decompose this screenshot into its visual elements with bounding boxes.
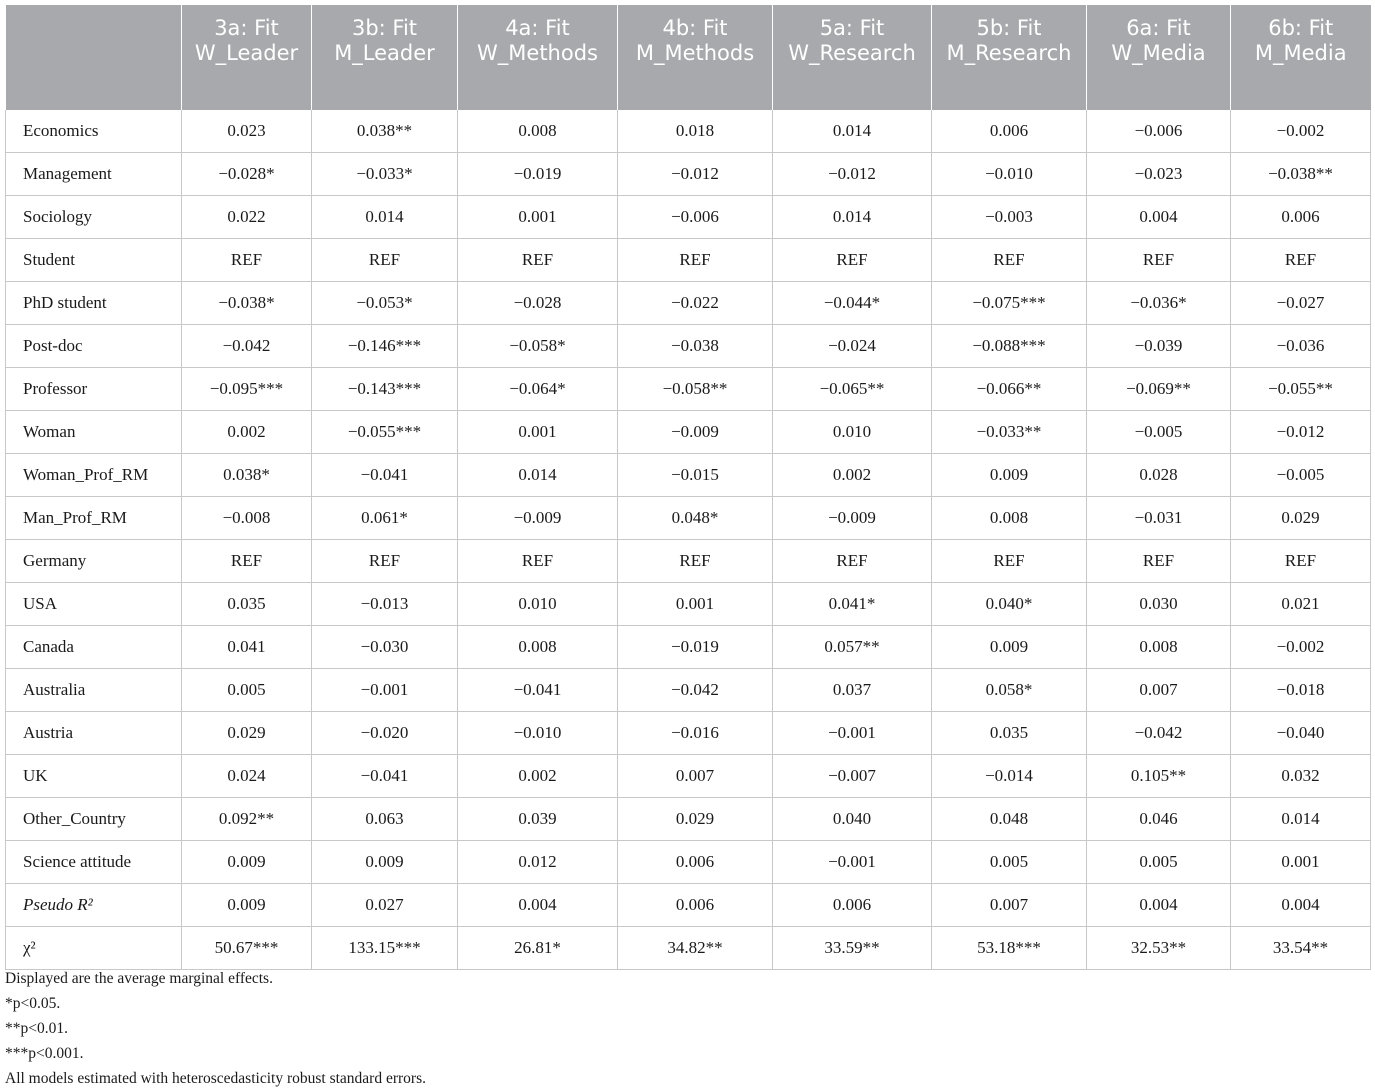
column-header-line: M_Research bbox=[946, 41, 1072, 65]
table-cell: 0.048 bbox=[932, 798, 1087, 841]
column-header-line: M_Leader bbox=[334, 41, 435, 65]
table-cell: −0.005 bbox=[1231, 454, 1371, 497]
column-header-line: 5b: Fit bbox=[976, 16, 1042, 40]
table-cell: 0.001 bbox=[458, 411, 618, 454]
row-label: Student bbox=[6, 239, 182, 282]
table-body bbox=[6, 110, 1371, 970]
table-cell: 0.010 bbox=[773, 411, 932, 454]
table-cell: −0.069** bbox=[1087, 368, 1231, 411]
footnote: Displayed are the average marginal effects. bbox=[5, 970, 273, 987]
table-cell: −0.001 bbox=[773, 841, 932, 884]
table-cell: 0.002 bbox=[458, 755, 618, 798]
table-cell: −0.064* bbox=[458, 368, 618, 411]
table-cell: 0.029 bbox=[1231, 497, 1371, 540]
column-header-line: 3b: Fit bbox=[351, 16, 418, 40]
table-row bbox=[6, 497, 1371, 540]
table-cell: REF bbox=[773, 540, 932, 583]
table-cell: REF bbox=[1231, 239, 1371, 282]
table-cell: 0.029 bbox=[618, 798, 773, 841]
table-cell: 0.007 bbox=[1087, 669, 1231, 712]
table-cell: 0.029 bbox=[182, 712, 312, 755]
table-cell: REF bbox=[932, 540, 1087, 583]
table-cell: 0.021 bbox=[1231, 583, 1371, 626]
table-cell: 0.039 bbox=[458, 798, 618, 841]
table-cell: −0.143*** bbox=[312, 368, 458, 411]
table-cell: REF bbox=[932, 239, 1087, 282]
table-cell: 0.035 bbox=[932, 712, 1087, 755]
table-cell: 0.002 bbox=[182, 411, 312, 454]
row-label: UK bbox=[6, 755, 182, 798]
results-table-container bbox=[5, 5, 1370, 970]
table-cell: REF bbox=[618, 239, 773, 282]
table-cell: REF bbox=[618, 540, 773, 583]
table-cell: −0.088*** bbox=[932, 325, 1087, 368]
table-cell: 0.041* bbox=[773, 583, 932, 626]
table-cell: −0.001 bbox=[773, 712, 932, 755]
table-row bbox=[6, 153, 1371, 196]
table-cell: 0.002 bbox=[773, 454, 932, 497]
table-cell: −0.031 bbox=[1087, 497, 1231, 540]
row-label: Man_Prof_RM bbox=[6, 497, 182, 540]
table-cell: 0.024 bbox=[182, 755, 312, 798]
table-row bbox=[6, 411, 1371, 454]
table-cell: 0.046 bbox=[1087, 798, 1231, 841]
table-cell: −0.036* bbox=[1087, 282, 1231, 325]
table-cell: −0.027 bbox=[1231, 282, 1371, 325]
table-cell: −0.055*** bbox=[312, 411, 458, 454]
table-row bbox=[6, 884, 1371, 927]
column-header-line: M_Methods bbox=[635, 41, 755, 65]
table-cell: 0.004 bbox=[1087, 196, 1231, 239]
header-cell-empty bbox=[6, 5, 182, 110]
table-cell: −0.009 bbox=[458, 497, 618, 540]
table-cell: −0.003 bbox=[932, 196, 1087, 239]
table-cell: −0.033** bbox=[932, 411, 1087, 454]
table-cell: 0.009 bbox=[932, 454, 1087, 497]
table-cell: 0.014 bbox=[773, 110, 932, 153]
table-cell: 0.027 bbox=[312, 884, 458, 927]
table-cell: 0.005 bbox=[1087, 841, 1231, 884]
table-cell: −0.019 bbox=[458, 153, 618, 196]
table-row bbox=[6, 110, 1371, 153]
table-cell: 0.040 bbox=[773, 798, 932, 841]
column-header bbox=[458, 5, 618, 110]
row-label: Professor bbox=[6, 368, 182, 411]
table-cell: −0.009 bbox=[618, 411, 773, 454]
table-cell: −0.042 bbox=[1087, 712, 1231, 755]
column-header-line: 4b: Fit bbox=[662, 16, 728, 40]
table-cell: −0.020 bbox=[312, 712, 458, 755]
table-cell: 0.005 bbox=[932, 841, 1087, 884]
table-cell: −0.018 bbox=[1231, 669, 1371, 712]
table-row bbox=[6, 927, 1371, 970]
table-row bbox=[6, 239, 1371, 282]
table-cell: −0.146*** bbox=[312, 325, 458, 368]
table-row bbox=[6, 669, 1371, 712]
column-header bbox=[1231, 5, 1371, 110]
table-cell: −0.044* bbox=[773, 282, 932, 325]
table-cell: 50.67*** bbox=[182, 927, 312, 970]
table-cell: 0.014 bbox=[312, 196, 458, 239]
table-row bbox=[6, 196, 1371, 239]
table-cell: 0.007 bbox=[932, 884, 1087, 927]
table-cell: −0.053* bbox=[312, 282, 458, 325]
table-cell: 0.006 bbox=[1231, 196, 1371, 239]
table-cell: 0.006 bbox=[773, 884, 932, 927]
table-cell: 0.032 bbox=[1231, 755, 1371, 798]
table-cell: −0.028 bbox=[458, 282, 618, 325]
table-cell: −0.014 bbox=[932, 755, 1087, 798]
table-cell: 0.035 bbox=[182, 583, 312, 626]
table-cell: 0.061* bbox=[312, 497, 458, 540]
table-cell: −0.015 bbox=[618, 454, 773, 497]
table-cell: −0.058** bbox=[618, 368, 773, 411]
table-cell: REF bbox=[312, 540, 458, 583]
footnote: All models estimated with heteroscedasticity robust standard errors. bbox=[5, 1070, 426, 1087]
table-cell: 0.038* bbox=[182, 454, 312, 497]
table-cell: 0.008 bbox=[1087, 626, 1231, 669]
table-cell: −0.013 bbox=[312, 583, 458, 626]
table-cell: 0.008 bbox=[932, 497, 1087, 540]
row-label: USA bbox=[6, 583, 182, 626]
table-cell: −0.005 bbox=[1087, 411, 1231, 454]
table-row bbox=[6, 282, 1371, 325]
row-label: Science attitude bbox=[6, 841, 182, 884]
table-cell: 0.105** bbox=[1087, 755, 1231, 798]
column-header bbox=[773, 5, 932, 110]
table-cell: REF bbox=[1231, 540, 1371, 583]
table-cell: −0.022 bbox=[618, 282, 773, 325]
table-cell: 0.008 bbox=[458, 626, 618, 669]
row-label: Other_Country bbox=[6, 798, 182, 841]
footnote: *p<0.05. bbox=[5, 995, 61, 1012]
table-cell: −0.016 bbox=[618, 712, 773, 755]
table-cell: 0.022 bbox=[182, 196, 312, 239]
table-cell: −0.006 bbox=[618, 196, 773, 239]
table-cell: −0.033* bbox=[312, 153, 458, 196]
table-cell: −0.058* bbox=[458, 325, 618, 368]
table-cell: −0.038** bbox=[1231, 153, 1371, 196]
row-label: Woman_Prof_RM bbox=[6, 454, 182, 497]
table-cell: −0.065** bbox=[773, 368, 932, 411]
table-cell: −0.009 bbox=[773, 497, 932, 540]
table-cell: 0.004 bbox=[1231, 884, 1371, 927]
table-cell: −0.038 bbox=[618, 325, 773, 368]
table-cell: 0.030 bbox=[1087, 583, 1231, 626]
column-header-line: 3a: Fit bbox=[214, 16, 279, 40]
table-cell: 0.008 bbox=[458, 110, 618, 153]
column-header-line: W_Research bbox=[788, 41, 916, 65]
table-row bbox=[6, 583, 1371, 626]
table-cell: REF bbox=[312, 239, 458, 282]
row-label: PhD student bbox=[6, 282, 182, 325]
table-cell: REF bbox=[182, 239, 312, 282]
table-cell: 0.018 bbox=[618, 110, 773, 153]
column-header-line: W_Media bbox=[1111, 41, 1206, 65]
row-label: Pseudo R² bbox=[6, 884, 182, 927]
table-cell: REF bbox=[458, 540, 618, 583]
table-cell: 0.006 bbox=[618, 841, 773, 884]
table-cell: REF bbox=[1087, 540, 1231, 583]
table-cell: REF bbox=[773, 239, 932, 282]
table-cell: 0.014 bbox=[458, 454, 618, 497]
table-cell: −0.040 bbox=[1231, 712, 1371, 755]
results-table bbox=[5, 5, 1371, 970]
table-row bbox=[6, 755, 1371, 798]
table-cell: 0.014 bbox=[1231, 798, 1371, 841]
table-cell: 0.005 bbox=[182, 669, 312, 712]
row-label: Economics bbox=[6, 110, 182, 153]
table-cell: 0.037 bbox=[773, 669, 932, 712]
column-header bbox=[932, 5, 1087, 110]
table-cell: −0.036 bbox=[1231, 325, 1371, 368]
table-cell: −0.023 bbox=[1087, 153, 1231, 196]
row-label: Woman bbox=[6, 411, 182, 454]
table-row bbox=[6, 841, 1371, 884]
table-cell: 133.15*** bbox=[312, 927, 458, 970]
table-cell: −0.041 bbox=[312, 454, 458, 497]
table-cell: −0.001 bbox=[312, 669, 458, 712]
table-row bbox=[6, 368, 1371, 411]
table-cell: 26.81* bbox=[458, 927, 618, 970]
table-header-row bbox=[6, 5, 1371, 110]
table-cell: 0.063 bbox=[312, 798, 458, 841]
column-header-line: W_Leader bbox=[194, 41, 299, 65]
table-cell: 0.001 bbox=[618, 583, 773, 626]
table-cell: 0.038** bbox=[312, 110, 458, 153]
column-header bbox=[1087, 5, 1231, 110]
table-cell: 0.058* bbox=[932, 669, 1087, 712]
row-label: Germany bbox=[6, 540, 182, 583]
table-cell: −0.019 bbox=[618, 626, 773, 669]
table-cell: −0.012 bbox=[618, 153, 773, 196]
column-header-line: 6b: Fit bbox=[1268, 16, 1334, 40]
table-cell: 0.023 bbox=[182, 110, 312, 153]
table-cell: 0.010 bbox=[458, 583, 618, 626]
table-cell: −0.041 bbox=[458, 669, 618, 712]
table-cell: −0.024 bbox=[773, 325, 932, 368]
table-row bbox=[6, 626, 1371, 669]
table-cell: 0.004 bbox=[458, 884, 618, 927]
column-header-line: W_Methods bbox=[477, 41, 598, 65]
table-cell: 0.009 bbox=[182, 841, 312, 884]
column-header-line: 6a: Fit bbox=[1126, 16, 1191, 40]
table-cell: 0.009 bbox=[182, 884, 312, 927]
table-cell: −0.028* bbox=[182, 153, 312, 196]
footnote: **p<0.01. bbox=[5, 1020, 68, 1037]
table-cell: 0.006 bbox=[618, 884, 773, 927]
table-cell: 0.012 bbox=[458, 841, 618, 884]
table-cell: 33.59** bbox=[773, 927, 932, 970]
table-cell: −0.012 bbox=[773, 153, 932, 196]
table-cell: 0.007 bbox=[618, 755, 773, 798]
table-cell: 53.18*** bbox=[932, 927, 1087, 970]
table-cell: 0.014 bbox=[773, 196, 932, 239]
table-row bbox=[6, 325, 1371, 368]
table-cell: −0.012 bbox=[1231, 411, 1371, 454]
table-footnotes bbox=[5, 966, 426, 1091]
table-cell: −0.075*** bbox=[932, 282, 1087, 325]
table-cell: 0.028 bbox=[1087, 454, 1231, 497]
table-cell: −0.010 bbox=[932, 153, 1087, 196]
table-cell: −0.008 bbox=[182, 497, 312, 540]
table-cell: −0.041 bbox=[312, 755, 458, 798]
table-cell: 32.53** bbox=[1087, 927, 1231, 970]
table-cell: −0.010 bbox=[458, 712, 618, 755]
table-cell: 0.009 bbox=[312, 841, 458, 884]
table-cell: −0.007 bbox=[773, 755, 932, 798]
table-cell: 0.001 bbox=[1231, 841, 1371, 884]
column-header-line: M_Media bbox=[1254, 41, 1347, 65]
table-cell: 0.048* bbox=[618, 497, 773, 540]
table-cell: 0.041 bbox=[182, 626, 312, 669]
table-cell: 0.001 bbox=[458, 196, 618, 239]
table-cell: −0.042 bbox=[618, 669, 773, 712]
row-label: Austria bbox=[6, 712, 182, 755]
column-header bbox=[618, 5, 773, 110]
table-cell: −0.006 bbox=[1087, 110, 1231, 153]
table-cell: −0.002 bbox=[1231, 110, 1371, 153]
row-label: χ² bbox=[6, 927, 182, 970]
table-row bbox=[6, 798, 1371, 841]
table-cell: −0.030 bbox=[312, 626, 458, 669]
table-cell: −0.042 bbox=[182, 325, 312, 368]
table-cell: 0.009 bbox=[932, 626, 1087, 669]
table-cell: 34.82** bbox=[618, 927, 773, 970]
column-header-line: 5a: Fit bbox=[819, 16, 885, 40]
table-cell: 33.54** bbox=[1231, 927, 1371, 970]
row-label: Canada bbox=[6, 626, 182, 669]
row-label: Post-doc bbox=[6, 325, 182, 368]
table-cell: 0.092** bbox=[182, 798, 312, 841]
table-row bbox=[6, 540, 1371, 583]
row-label: Australia bbox=[6, 669, 182, 712]
table-cell: −0.039 bbox=[1087, 325, 1231, 368]
row-label: Sociology bbox=[6, 196, 182, 239]
table-cell: REF bbox=[1087, 239, 1231, 282]
table-cell: −0.055** bbox=[1231, 368, 1371, 411]
table-cell: 0.006 bbox=[932, 110, 1087, 153]
table-cell: −0.002 bbox=[1231, 626, 1371, 669]
table-cell: 0.004 bbox=[1087, 884, 1231, 927]
column-header-line: 4a: Fit bbox=[505, 16, 570, 40]
table-row bbox=[6, 454, 1371, 497]
table-cell: REF bbox=[182, 540, 312, 583]
column-header bbox=[182, 5, 312, 110]
footnote: ***p<0.001. bbox=[5, 1045, 84, 1062]
table-cell: REF bbox=[458, 239, 618, 282]
table-cell: −0.066** bbox=[932, 368, 1087, 411]
table-row bbox=[6, 712, 1371, 755]
table-cell: −0.095*** bbox=[182, 368, 312, 411]
column-header bbox=[312, 5, 458, 110]
table-cell: 0.057** bbox=[773, 626, 932, 669]
row-label: Management bbox=[6, 153, 182, 196]
table-cell: −0.038* bbox=[182, 282, 312, 325]
table-cell: 0.040* bbox=[932, 583, 1087, 626]
